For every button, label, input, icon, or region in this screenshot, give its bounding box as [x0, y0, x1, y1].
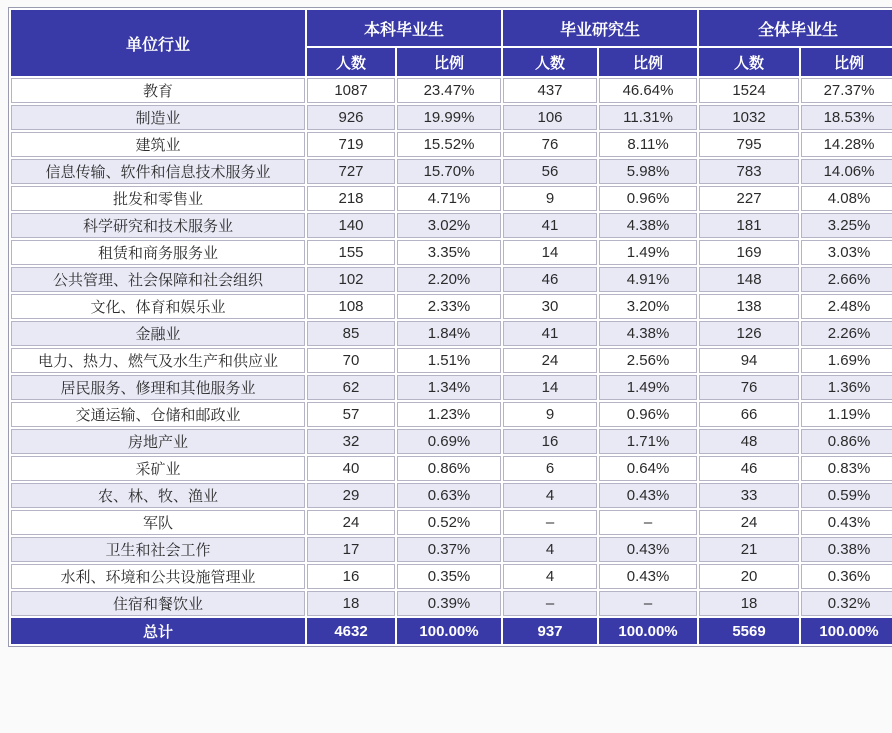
value-cell: 100.00% — [397, 618, 501, 644]
value-cell: 0.37% — [397, 537, 501, 562]
value-cell: 56 — [503, 159, 597, 184]
header-undergrad-count: 人数 — [307, 48, 395, 76]
value-cell: 2.20% — [397, 267, 501, 292]
table-row — [11, 78, 892, 103]
industry-cell: 文化、体育和娱乐业 — [11, 294, 305, 319]
value-cell: – — [599, 510, 697, 535]
value-cell: 9 — [503, 186, 597, 211]
value-cell: 0.43% — [599, 483, 697, 508]
value-cell: 1.71% — [599, 429, 697, 454]
value-cell: 169 — [699, 240, 799, 265]
table-body — [11, 78, 892, 644]
value-cell: 2.33% — [397, 294, 501, 319]
table-header — [11, 10, 892, 76]
header-postgrad-ratio: 比例 — [599, 48, 697, 76]
value-cell: 24 — [503, 348, 597, 373]
value-cell: 2.66% — [801, 267, 892, 292]
value-cell: 0.32% — [801, 591, 892, 616]
value-cell: 14 — [503, 375, 597, 400]
value-cell: 100.00% — [599, 618, 697, 644]
value-cell: 4 — [503, 483, 597, 508]
industry-cell: 卫生和社会工作 — [11, 537, 305, 562]
value-cell: 29 — [307, 483, 395, 508]
value-cell: 102 — [307, 267, 395, 292]
value-cell: 138 — [699, 294, 799, 319]
value-cell: 1.19% — [801, 402, 892, 427]
industry-cell: 公共管理、社会保障和社会组织 — [11, 267, 305, 292]
value-cell: 30 — [503, 294, 597, 319]
value-cell: 8.11% — [599, 132, 697, 157]
industry-cell: 居民服务、修理和其他服务业 — [11, 375, 305, 400]
table-row — [11, 591, 892, 616]
value-cell: 0.59% — [801, 483, 892, 508]
value-cell: 108 — [307, 294, 395, 319]
value-cell: 2.56% — [599, 348, 697, 373]
value-cell: 41 — [503, 213, 597, 238]
value-cell: 1087 — [307, 78, 395, 103]
industry-cell: 电力、热力、燃气及水生产和供应业 — [11, 348, 305, 373]
value-cell: 106 — [503, 105, 597, 130]
value-cell: 3.25% — [801, 213, 892, 238]
industry-cell: 采矿业 — [11, 456, 305, 481]
value-cell: 19.99% — [397, 105, 501, 130]
industry-cell: 农、林、牧、渔业 — [11, 483, 305, 508]
value-cell: 76 — [699, 375, 799, 400]
graduates-industry-table — [9, 8, 892, 646]
value-cell: 0.35% — [397, 564, 501, 589]
value-cell: 11.31% — [599, 105, 697, 130]
total-row — [11, 618, 892, 644]
value-cell: 14 — [503, 240, 597, 265]
value-cell: 1.49% — [599, 240, 697, 265]
value-cell: 46 — [699, 456, 799, 481]
value-cell: 4.08% — [801, 186, 892, 211]
header-postgrad-count: 人数 — [503, 48, 597, 76]
value-cell: 5.98% — [599, 159, 697, 184]
header-undergrad-ratio: 比例 — [397, 48, 501, 76]
table-row — [11, 240, 892, 265]
value-cell: 4 — [503, 564, 597, 589]
value-cell: 15.70% — [397, 159, 501, 184]
table-row — [11, 456, 892, 481]
value-cell: 1.36% — [801, 375, 892, 400]
header-group-postgraduate: 毕业研究生 — [503, 10, 697, 46]
value-cell: 16 — [503, 429, 597, 454]
value-cell: 18 — [699, 591, 799, 616]
industry-cell: 教育 — [11, 78, 305, 103]
value-cell: 24 — [307, 510, 395, 535]
industry-cell: 住宿和餐饮业 — [11, 591, 305, 616]
industry-cell: 金融业 — [11, 321, 305, 346]
value-cell: 0.83% — [801, 456, 892, 481]
value-cell: 18 — [307, 591, 395, 616]
value-cell: 41 — [503, 321, 597, 346]
table-row — [11, 402, 892, 427]
value-cell: 76 — [503, 132, 597, 157]
value-cell: 719 — [307, 132, 395, 157]
value-cell: 100.00% — [801, 618, 892, 644]
table-row — [11, 105, 892, 130]
value-cell: 70 — [307, 348, 395, 373]
graduates-industry-table-container — [8, 7, 892, 647]
table-row — [11, 429, 892, 454]
value-cell: – — [599, 591, 697, 616]
value-cell: 1.51% — [397, 348, 501, 373]
value-cell: 0.96% — [599, 402, 697, 427]
value-cell: 24 — [699, 510, 799, 535]
table-row — [11, 564, 892, 589]
table-row — [11, 483, 892, 508]
table-row — [11, 186, 892, 211]
value-cell: 57 — [307, 402, 395, 427]
table-row — [11, 294, 892, 319]
value-cell: 15.52% — [397, 132, 501, 157]
industry-cell: 总计 — [11, 618, 305, 644]
value-cell: 85 — [307, 321, 395, 346]
value-cell: 0.43% — [599, 537, 697, 562]
value-cell: 0.69% — [397, 429, 501, 454]
value-cell: 46.64% — [599, 78, 697, 103]
value-cell: 155 — [307, 240, 395, 265]
value-cell: 21 — [699, 537, 799, 562]
value-cell: 437 — [503, 78, 597, 103]
value-cell: 32 — [307, 429, 395, 454]
value-cell: 27.37% — [801, 78, 892, 103]
table-row — [11, 213, 892, 238]
value-cell: 0.43% — [801, 510, 892, 535]
value-cell: 3.35% — [397, 240, 501, 265]
industry-cell: 批发和零售业 — [11, 186, 305, 211]
value-cell: 1.84% — [397, 321, 501, 346]
header-group-all: 全体毕业生 — [699, 10, 892, 46]
value-cell: 4.38% — [599, 321, 697, 346]
value-cell: 2.48% — [801, 294, 892, 319]
value-cell: 795 — [699, 132, 799, 157]
industry-cell: 军队 — [11, 510, 305, 535]
value-cell: 14.28% — [801, 132, 892, 157]
value-cell: 5569 — [699, 618, 799, 644]
header-all-ratio: 比例 — [801, 48, 892, 76]
value-cell: 18.53% — [801, 105, 892, 130]
table-row — [11, 132, 892, 157]
value-cell: 9 — [503, 402, 597, 427]
value-cell: 1032 — [699, 105, 799, 130]
value-cell: 0.39% — [397, 591, 501, 616]
value-cell: 4.71% — [397, 186, 501, 211]
industry-cell: 房地产业 — [11, 429, 305, 454]
table-row — [11, 348, 892, 373]
table-row — [11, 159, 892, 184]
value-cell: 0.36% — [801, 564, 892, 589]
industry-cell: 水利、环境和公共设施管理业 — [11, 564, 305, 589]
table-row — [11, 537, 892, 562]
value-cell: 218 — [307, 186, 395, 211]
table-row — [11, 321, 892, 346]
value-cell: 126 — [699, 321, 799, 346]
value-cell: 0.86% — [397, 456, 501, 481]
value-cell: 17 — [307, 537, 395, 562]
value-cell: 0.96% — [599, 186, 697, 211]
industry-cell: 信息传输、软件和信息技术服务业 — [11, 159, 305, 184]
value-cell: 1.69% — [801, 348, 892, 373]
value-cell: 62 — [307, 375, 395, 400]
value-cell: 40 — [307, 456, 395, 481]
value-cell: 181 — [699, 213, 799, 238]
value-cell: 14.06% — [801, 159, 892, 184]
value-cell: 3.02% — [397, 213, 501, 238]
value-cell: 3.20% — [599, 294, 697, 319]
value-cell: 140 — [307, 213, 395, 238]
value-cell: 4632 — [307, 618, 395, 644]
value-cell: 783 — [699, 159, 799, 184]
value-cell: 4 — [503, 537, 597, 562]
value-cell: 0.86% — [801, 429, 892, 454]
industry-cell: 科学研究和技术服务业 — [11, 213, 305, 238]
value-cell: – — [503, 510, 597, 535]
value-cell: 727 — [307, 159, 395, 184]
value-cell: 46 — [503, 267, 597, 292]
header-group-undergraduate: 本科毕业生 — [307, 10, 501, 46]
industry-cell: 租赁和商务服务业 — [11, 240, 305, 265]
value-cell: – — [503, 591, 597, 616]
value-cell: 1524 — [699, 78, 799, 103]
table-row — [11, 375, 892, 400]
value-cell: 0.63% — [397, 483, 501, 508]
value-cell: 926 — [307, 105, 395, 130]
value-cell: 94 — [699, 348, 799, 373]
value-cell: 0.52% — [397, 510, 501, 535]
industry-cell: 制造业 — [11, 105, 305, 130]
value-cell: 20 — [699, 564, 799, 589]
table-row — [11, 510, 892, 535]
value-cell: 937 — [503, 618, 597, 644]
value-cell: 2.26% — [801, 321, 892, 346]
table-row — [11, 267, 892, 292]
value-cell: 0.64% — [599, 456, 697, 481]
value-cell: 227 — [699, 186, 799, 211]
value-cell: 0.43% — [599, 564, 697, 589]
value-cell: 6 — [503, 456, 597, 481]
value-cell: 48 — [699, 429, 799, 454]
header-industry: 单位行业 — [11, 10, 305, 76]
value-cell: 16 — [307, 564, 395, 589]
industry-cell: 建筑业 — [11, 132, 305, 157]
header-group-row — [11, 10, 892, 46]
value-cell: 33 — [699, 483, 799, 508]
value-cell: 4.91% — [599, 267, 697, 292]
value-cell: 3.03% — [801, 240, 892, 265]
value-cell: 66 — [699, 402, 799, 427]
value-cell: 1.34% — [397, 375, 501, 400]
industry-cell: 交通运输、仓储和邮政业 — [11, 402, 305, 427]
value-cell: 148 — [699, 267, 799, 292]
value-cell: 1.49% — [599, 375, 697, 400]
value-cell: 0.38% — [801, 537, 892, 562]
value-cell: 1.23% — [397, 402, 501, 427]
header-all-count: 人数 — [699, 48, 799, 76]
value-cell: 4.38% — [599, 213, 697, 238]
value-cell: 23.47% — [397, 78, 501, 103]
